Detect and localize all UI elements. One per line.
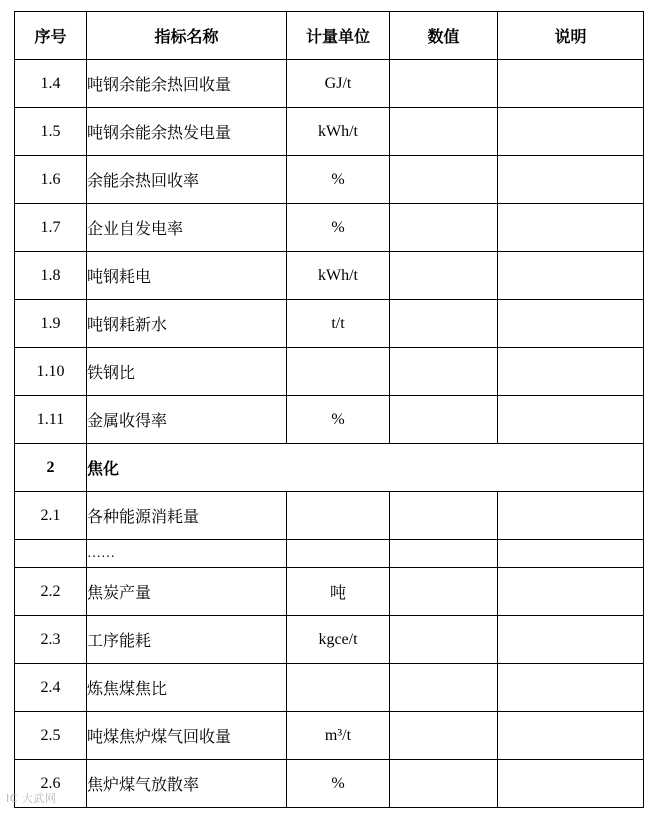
- header-indicator-name: 指标名称: [87, 12, 287, 60]
- row-unit: [287, 492, 390, 540]
- table-row: [15, 204, 644, 252]
- indicator-table: [14, 11, 644, 808]
- row-unit: %: [287, 760, 390, 808]
- row-note-cell: [498, 540, 644, 568]
- row-number: 1.6: [15, 156, 87, 204]
- row-value-cell: [390, 156, 498, 204]
- row-value-cell: [390, 540, 498, 568]
- row-unit: t/t: [287, 300, 390, 348]
- table-row: [15, 60, 644, 108]
- row-note-cell: [498, 616, 644, 664]
- row-number: 2.1: [15, 492, 87, 540]
- table-row: [15, 348, 644, 396]
- row-number: 2.5: [15, 712, 87, 760]
- row-unit: kWh/t: [287, 252, 390, 300]
- table-header-row: [15, 12, 644, 60]
- table-row: [15, 252, 644, 300]
- table-row: [15, 616, 644, 664]
- row-unit: [287, 348, 390, 396]
- row-number: 2.6: [15, 760, 87, 808]
- row-indicator-name: 各种能源消耗量: [87, 492, 287, 540]
- row-note-cell: [498, 60, 644, 108]
- row-number: 2.4: [15, 664, 87, 712]
- row-note-cell: [498, 252, 644, 300]
- row-note-cell: [498, 156, 644, 204]
- row-number: [15, 540, 87, 568]
- section-number: 2: [15, 444, 87, 492]
- row-note-cell: [498, 348, 644, 396]
- header-unit: 计量单位: [287, 12, 390, 60]
- row-unit: m³/t: [287, 712, 390, 760]
- table-row: [15, 664, 644, 712]
- table-row: [15, 712, 644, 760]
- row-note-cell: [498, 300, 644, 348]
- row-indicator-name: 吨钢余能余热回收量: [87, 60, 287, 108]
- row-note-cell: [498, 712, 644, 760]
- row-number: 1.5: [15, 108, 87, 156]
- row-unit: %: [287, 156, 390, 204]
- row-indicator-name: 余能余热回收率: [87, 156, 287, 204]
- row-value-cell: [390, 396, 498, 444]
- table-row: [15, 396, 644, 444]
- header-serial-number: 序号: [15, 12, 87, 60]
- row-number: 1.10: [15, 348, 87, 396]
- row-indicator-name: 吨煤焦炉煤气回收量: [87, 712, 287, 760]
- row-number: 1.8: [15, 252, 87, 300]
- row-note-cell: [498, 568, 644, 616]
- watermark: IC 大武网: [6, 792, 57, 805]
- row-indicator-name: 铁钢比: [87, 348, 287, 396]
- row-note-cell: [498, 108, 644, 156]
- row-value-cell: [390, 712, 498, 760]
- row-unit: %: [287, 204, 390, 252]
- row-number: 1.7: [15, 204, 87, 252]
- row-number: 1.4: [15, 60, 87, 108]
- row-ellipsis: ……: [87, 540, 287, 568]
- table-row: [15, 568, 644, 616]
- row-indicator-name: 焦炭产量: [87, 568, 287, 616]
- table-row: [15, 300, 644, 348]
- row-indicator-name: 吨钢耗新水: [87, 300, 287, 348]
- table-row: [15, 108, 644, 156]
- row-value-cell: [390, 616, 498, 664]
- row-value-cell: [390, 664, 498, 712]
- section-row: [15, 444, 644, 492]
- row-unit: %: [287, 396, 390, 444]
- row-unit: kWh/t: [287, 108, 390, 156]
- row-unit: [287, 540, 390, 568]
- table-row: [15, 540, 644, 568]
- row-indicator-name: 炼焦煤焦比: [87, 664, 287, 712]
- row-value-cell: [390, 568, 498, 616]
- row-unit: kgce/t: [287, 616, 390, 664]
- row-value-cell: [390, 108, 498, 156]
- row-note-cell: [498, 760, 644, 808]
- row-note-cell: [498, 664, 644, 712]
- row-value-cell: [390, 348, 498, 396]
- row-indicator-name: 焦炉煤气放散率: [87, 760, 287, 808]
- header-value: 数值: [390, 12, 498, 60]
- row-indicator-name: 工序能耗: [87, 616, 287, 664]
- section-title: 焦化: [87, 444, 644, 492]
- table-row: [15, 492, 644, 540]
- row-value-cell: [390, 300, 498, 348]
- row-note-cell: [498, 492, 644, 540]
- row-indicator-name: 金属收得率: [87, 396, 287, 444]
- row-number: 2.3: [15, 616, 87, 664]
- row-number: 1.11: [15, 396, 87, 444]
- row-value-cell: [390, 60, 498, 108]
- row-unit: GJ/t: [287, 60, 390, 108]
- row-indicator-name: 企业自发电率: [87, 204, 287, 252]
- row-unit: 吨: [287, 568, 390, 616]
- table-row: [15, 760, 644, 808]
- row-unit: [287, 664, 390, 712]
- row-number: 2.2: [15, 568, 87, 616]
- table-row: [15, 156, 644, 204]
- row-value-cell: [390, 204, 498, 252]
- row-value-cell: [390, 492, 498, 540]
- row-value-cell: [390, 760, 498, 808]
- row-indicator-name: 吨钢耗电: [87, 252, 287, 300]
- header-note: 说明: [498, 12, 644, 60]
- row-note-cell: [498, 204, 644, 252]
- row-number: 1.9: [15, 300, 87, 348]
- row-indicator-name: 吨钢余能余热发电量: [87, 108, 287, 156]
- row-note-cell: [498, 396, 644, 444]
- row-value-cell: [390, 252, 498, 300]
